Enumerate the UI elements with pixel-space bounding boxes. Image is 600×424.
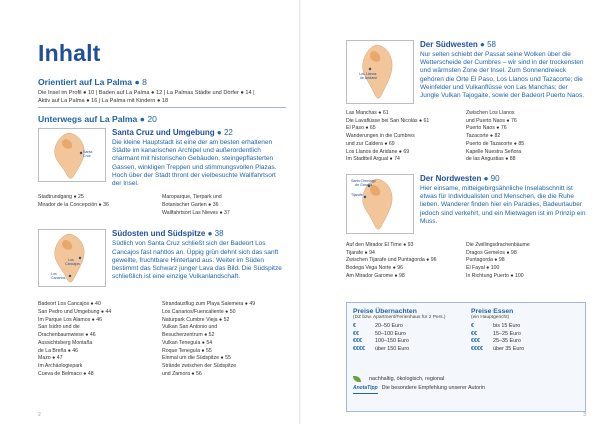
entry[interactable]: Zwischen Tijarafe und Puntagorda ● 96 bbox=[346, 257, 437, 264]
entry[interactable]: Cueva de Belmaco ● 48 bbox=[38, 370, 94, 377]
chapter-title-text: Santa Cruz und Umgebung bbox=[112, 128, 215, 137]
section-unterwegs-label: Unterwegs auf La Palma bbox=[38, 114, 138, 124]
map-label: de Garafía bbox=[355, 182, 372, 187]
entry[interactable]: und zur Caldera ● 69 bbox=[346, 140, 395, 147]
map-label: Tijarafe bbox=[351, 192, 363, 197]
entry[interactable]: Strandausflug zum Playa Salemera ● 49 bbox=[162, 301, 256, 308]
entry[interactable]: El Paso ● 65 bbox=[346, 125, 376, 132]
island-map-santa-cruz bbox=[38, 128, 106, 182]
entries-col-1 bbox=[38, 194, 162, 217]
chapter-title-text: Südosten und Südspitze bbox=[112, 229, 206, 239]
entry[interactable]: und Zamora ● 56 bbox=[162, 370, 202, 377]
entry[interactable]: Strände zwischen der Südspitze bbox=[162, 362, 237, 369]
entries-col-1 bbox=[346, 242, 466, 281]
entry[interactable]: Puerto Naos ● 76 bbox=[466, 125, 507, 132]
entry[interactable]: Wanderungen in die Cumbres bbox=[346, 133, 415, 140]
entry[interactable]: Einmal um die Südspitze ● 55 bbox=[162, 355, 231, 362]
entry[interactable]: Stadtrundgang ● 25 bbox=[38, 194, 84, 201]
orientiert-line-2: Aktiv auf La Palma ● 16 | La Palma mit Kindern ● 18 bbox=[38, 98, 169, 104]
section-orientiert-label: Orientiert auf La Palma bbox=[38, 77, 133, 87]
price-range: 50–100 Euro bbox=[375, 330, 406, 337]
entry[interactable]: Wallfahrtsort Las Nieves ● 37 bbox=[162, 209, 230, 216]
map-label: Los Llanos bbox=[359, 72, 377, 76]
entry[interactable]: Kapelle Nuestra Señora bbox=[466, 148, 522, 155]
legend-food bbox=[471, 308, 583, 353]
map-label: Los bbox=[51, 272, 57, 277]
legend-food-title: Preise Essen bbox=[471, 308, 514, 315]
legend-row bbox=[471, 338, 583, 346]
entry[interactable]: und Puerto Naos ● 76 bbox=[466, 117, 517, 124]
section-orientiert[interactable]: Orientiert auf La Palma ● 8 bbox=[38, 77, 147, 87]
chapter-description: Südlich von Santa Cruz schließt sich der Badeort Los Cancajos fast nahtlos an. Üppig grün dehnt sich das sanft gewellte, fruchtbare Hinterland aus. Weiter im Süden bestimmt das Schwarz junger Lava das Bild. Die Südspitze schließlich ist eine einzige Vulkanlandschaft. bbox=[112, 240, 282, 281]
section-unterwegs[interactable]: Unterwegs auf La Palma ● 20 bbox=[38, 114, 157, 124]
price-range: 15–25 Euro bbox=[493, 330, 521, 337]
chapter-nordwesten bbox=[346, 174, 586, 281]
euro-symbol: €€€ bbox=[471, 338, 480, 345]
tipp-logo: AnotaTipp bbox=[353, 384, 378, 394]
orientiert-topics bbox=[38, 89, 286, 105]
map-label: Santo Domingo bbox=[351, 178, 376, 183]
chapter-santa-cruz bbox=[38, 128, 286, 217]
page-number: 3 bbox=[583, 412, 586, 418]
entry[interactable]: Vulkan Teneguía ● 54 bbox=[162, 339, 213, 346]
chapter-description: Hier einsame, mitteigebirgsähnliche Inselabschnitt ist etwas für Individualisten und Menschen, die die Ruhe lieben. Wanderer finden hier ein Paradies, Badeurlauber jedoch sind verkehrt, und ein Mietwagen ist im Prinzip ein Muss. bbox=[420, 184, 586, 225]
chapter-title[interactable]: Der Nordwesten ● 90 bbox=[420, 173, 500, 183]
chapter-description: Nur selten schiebt der Passat seine Wolken über die Wetterscheide der Cumbres – wir sind in der trockensten und wärmsten Zone der Insel. Zum Sonnendreieck gehören die Orte El Paso, Los Llanos und Tazacorte; die Weinfelder und Vulkanflüsse von Las Manchas; der Jungle Vulkan Tajogaite, sowie der Badeort Puerto Naos. bbox=[420, 51, 585, 100]
chapter-title[interactable]: Der Südwesten ● 58 bbox=[420, 40, 496, 49]
entry[interactable]: San Isidro und die bbox=[38, 324, 80, 331]
entry[interactable]: Zwischen Los Llanos bbox=[466, 110, 515, 116]
entry[interactable]: Naturpark Cumbre Vieja ● 52 bbox=[162, 316, 230, 323]
eco-note: nachhaltig, ökologisch, regional bbox=[369, 376, 445, 382]
entries-col-1 bbox=[38, 301, 162, 378]
euro-symbol: €€ bbox=[353, 330, 359, 337]
page-title: Inhalt bbox=[38, 40, 101, 66]
chapter-title-text: Der Nordwesten bbox=[420, 173, 482, 183]
entry[interactable]: Die Lavaflüsse bei San Nicolás ● 61 bbox=[346, 117, 430, 124]
entry[interactable]: Puntagorda ● 98 bbox=[466, 257, 505, 264]
page-number: 2 bbox=[38, 412, 41, 418]
entry[interactable]: Im Stadtteil Argual ● 74 bbox=[346, 156, 400, 163]
legend-notes bbox=[353, 375, 485, 394]
entry[interactable]: Tazacorte ● 82 bbox=[466, 133, 501, 140]
entry[interactable]: Bodega Vega Norte ● 96 bbox=[346, 265, 404, 272]
entries-col-2 bbox=[466, 110, 586, 164]
legend-hotel bbox=[353, 308, 465, 353]
chapter-page: 22 bbox=[223, 128, 233, 137]
entry[interactable]: Puerto de Tazacorte ● 85 bbox=[466, 140, 525, 147]
orientiert-line-1: Die Insel im Profil ● 10 | Baden auf La Palma ● 12 | La Palmas Städte und Dörfer ● 14 | bbox=[38, 90, 255, 96]
entries-col-2 bbox=[162, 194, 286, 217]
legend-food-sub: (ein Hauptgericht) bbox=[471, 315, 510, 320]
entry[interactable]: de las Angustias ● 88 bbox=[466, 156, 516, 163]
euro-symbol: €€€€ bbox=[353, 345, 365, 352]
euro-symbol: €€ bbox=[471, 330, 477, 337]
island-map-suedosten bbox=[38, 229, 106, 287]
legend-hotel-sub: (DZ bzw. Apartment/Ferienhaus für 2 Pers.) bbox=[353, 315, 446, 320]
legend-row bbox=[353, 323, 465, 331]
entry[interactable]: Tijarafe ● 94 bbox=[346, 249, 375, 256]
price-range: über 150 Euro bbox=[375, 345, 410, 352]
entry[interactable]: Im Parque Los Alamos ● 46 bbox=[38, 316, 102, 323]
entry[interactable]: Badeort Los Cancajos ● 40 bbox=[38, 301, 101, 308]
entry[interactable]: Roque Teneguía ● 55 bbox=[162, 347, 212, 354]
entry[interactable]: El Fayal ● 100 bbox=[466, 265, 500, 272]
legend-row bbox=[471, 323, 583, 331]
chapter-suedosten bbox=[38, 229, 286, 378]
euro-symbol: €€€ bbox=[353, 338, 362, 345]
legend-row bbox=[471, 346, 583, 354]
entry[interactable]: Aussichtsberg Montaña bbox=[38, 339, 93, 346]
price-range: 25–35 Euro bbox=[493, 338, 521, 345]
map-label: Canarios bbox=[51, 276, 66, 281]
divider bbox=[38, 107, 286, 108]
chapter-page: 90 bbox=[490, 173, 500, 183]
chapter-title-text: Der Südwesten bbox=[420, 40, 478, 49]
entry[interactable]: Besucherzentrum ● 52 bbox=[162, 332, 215, 339]
legend-hotel-title: Preise Übernachten bbox=[353, 308, 417, 315]
chapter-page: 58 bbox=[487, 40, 496, 49]
legend-row bbox=[353, 346, 465, 354]
chapter-description: Die kleine Hauptstadt ist eine der am besten erhaltenen Städte im kanarischen Archipel und außerordentlich charmant mit historischen Gebäuden, steingepflasterten Gassen, winkligen Treppen und stimmungsvollen Plazas. Hoch über der Stadt thront der vielbesuchte Wallfahrtsort der Insel. bbox=[112, 139, 277, 188]
entry[interactable]: Im Archäologiepark bbox=[38, 362, 83, 369]
chapter-title[interactable]: Santa Cruz und Umgebung ● 22 bbox=[112, 128, 233, 137]
entries-col-1 bbox=[346, 110, 466, 164]
island-map-nordwesten bbox=[346, 174, 414, 234]
entry[interactable]: Mirador de la Concepción ● 36 bbox=[38, 201, 109, 208]
price-range: bis 15 Euro bbox=[493, 323, 521, 329]
euro-symbol: € bbox=[471, 323, 474, 329]
entry[interactable]: Drachenbaumwiese ● 46 bbox=[38, 332, 96, 339]
entry[interactable]: Mazo ● 47 bbox=[38, 355, 63, 362]
legend-row bbox=[471, 331, 583, 339]
legend-row bbox=[353, 338, 465, 346]
euro-symbol: € bbox=[353, 323, 356, 329]
entry[interactable]: Die Zwillingsdrachenbäume bbox=[466, 241, 530, 248]
entry[interactable]: Los Canarios/Fuencaliente ● 50 bbox=[162, 309, 236, 316]
entry[interactable]: de La Breña ● 46 bbox=[38, 347, 79, 354]
entry[interactable]: Vulkan San Antonio und bbox=[162, 324, 218, 331]
entry[interactable]: Botanischer Garten ● 36 bbox=[162, 201, 219, 208]
entry[interactable]: Maroparque, Tierpark und bbox=[162, 194, 222, 201]
tipp-note: Die besondere Empfehlung unserer Autorin bbox=[381, 385, 486, 391]
island-map-suedwesten bbox=[346, 40, 414, 104]
entry[interactable]: Am Mirador Garome ● 98 bbox=[346, 272, 405, 279]
entries-col-2 bbox=[162, 301, 286, 378]
entry[interactable]: San Pedro und Umgebung ● 44 bbox=[38, 309, 112, 316]
price-range: über 35 Euro bbox=[493, 345, 525, 352]
entry[interactable]: Dragos Gemelos ● 98 bbox=[466, 249, 517, 256]
legend-row bbox=[353, 331, 465, 339]
section-unterwegs-page: 20 bbox=[147, 114, 157, 124]
chapter-title[interactable]: Südosten und Südspitze ● 38 bbox=[112, 229, 224, 239]
price-range: 20–50 Euro bbox=[375, 323, 403, 329]
price-legend bbox=[346, 302, 586, 412]
price-range: 100–150 Euro bbox=[375, 338, 409, 345]
euro-symbol: €€€€ bbox=[471, 345, 483, 352]
entry[interactable]: Las Manchas ● 61 bbox=[346, 110, 389, 116]
chapter-page: 38 bbox=[214, 229, 224, 239]
map-label: Cancajos bbox=[65, 262, 80, 267]
map-label: Santa bbox=[83, 150, 93, 154]
entries-col-2 bbox=[466, 242, 586, 281]
entry[interactable]: Los Llanos de Aridane ● 69 bbox=[346, 148, 410, 155]
map-label: Cruz bbox=[83, 154, 91, 158]
entry[interactable]: In Richtung Puerto ● 100 bbox=[466, 272, 524, 279]
leaf-icon bbox=[353, 376, 361, 382]
map-label: Los bbox=[68, 258, 74, 263]
section-orientiert-page: 8 bbox=[142, 77, 147, 87]
entry[interactable]: Auf den Mirador El Time ● 93 bbox=[346, 241, 414, 248]
map-label: de Aridane bbox=[360, 76, 378, 80]
chapter-suedwesten bbox=[346, 40, 586, 164]
